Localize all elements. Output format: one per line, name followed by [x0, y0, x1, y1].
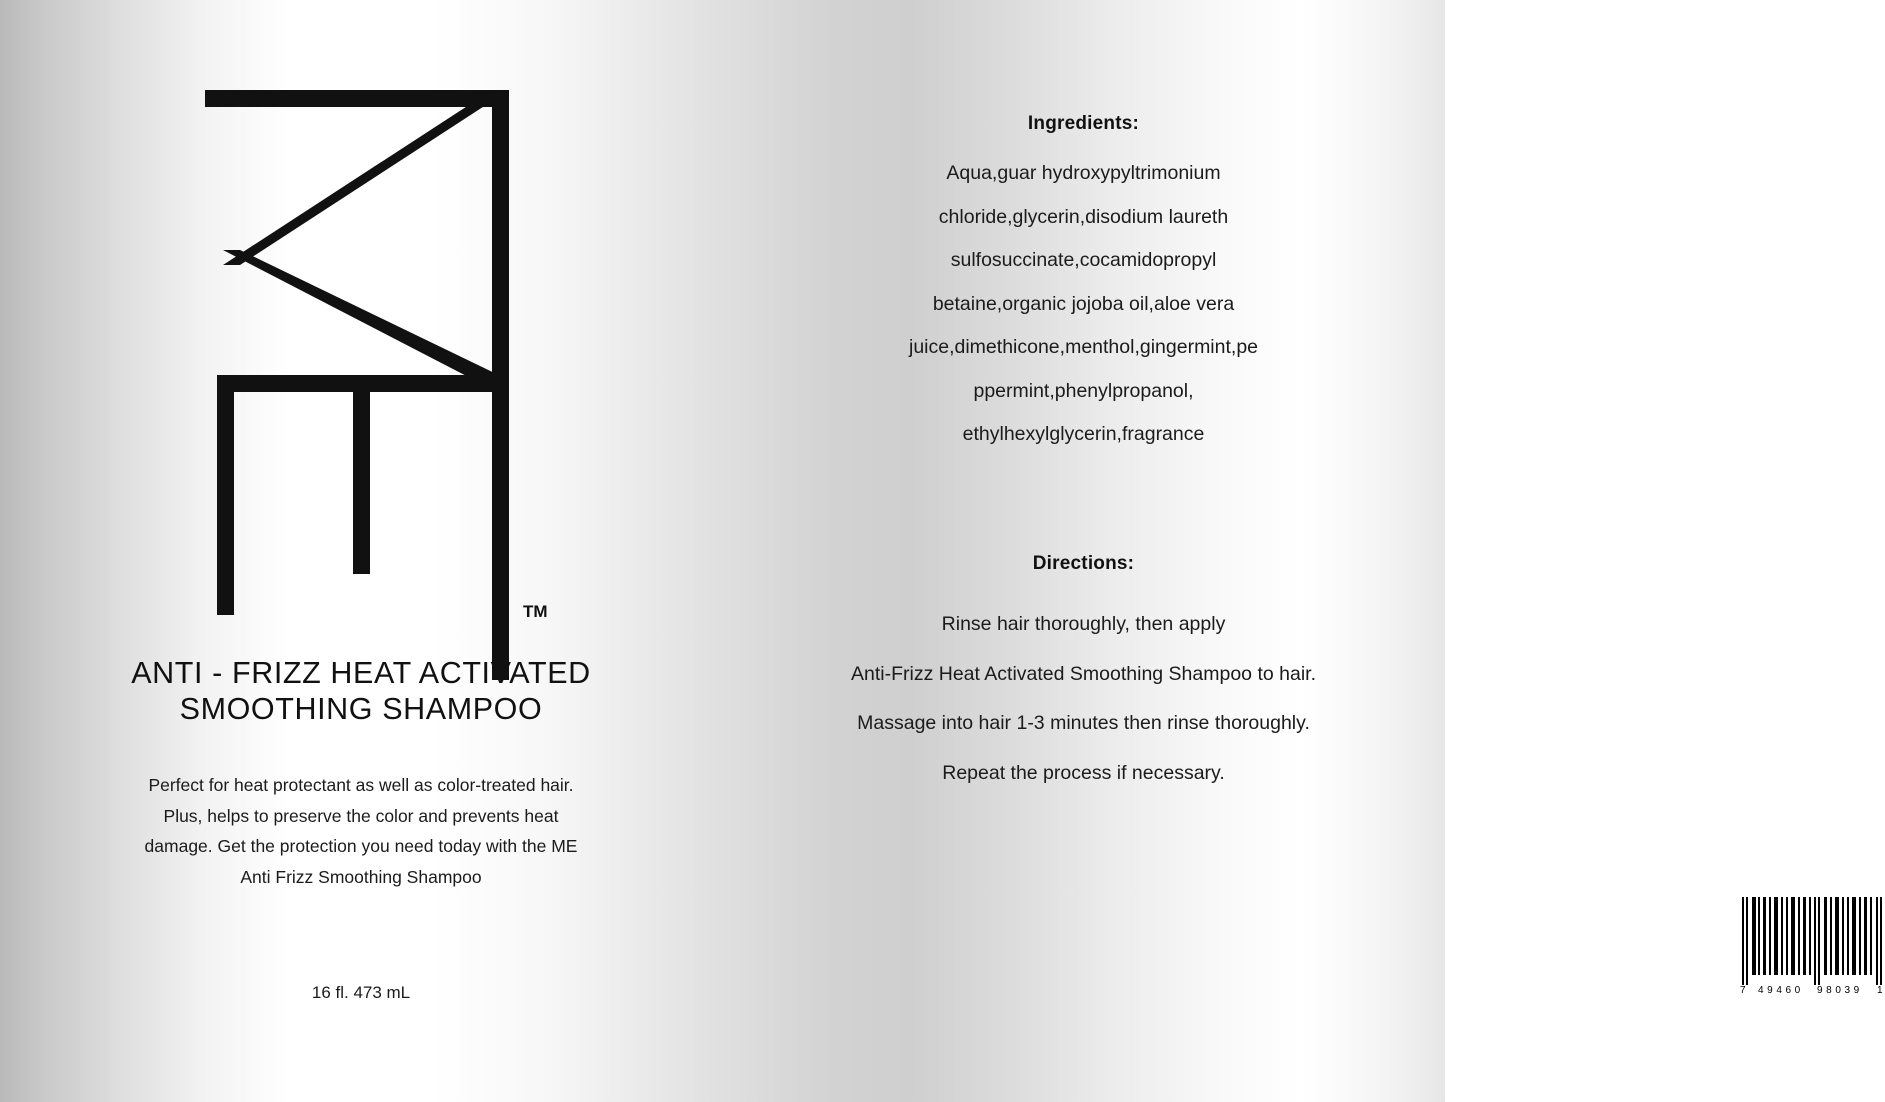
barcode: [1740, 897, 1885, 1007]
barcode-check-digit: 1: [1877, 985, 1883, 996]
back-panel: [722, 0, 1883, 1102]
directions-line: Repeat the process if necessary.: [942, 761, 1225, 784]
page-title: ANTI - FRIZZ HEAT ACTIVATED SMOOTHING SHAMPOO: [131, 656, 591, 726]
directions-heading: Directions:: [1032, 553, 1135, 574]
directions-line: Anti-Frizz Heat Activated Smoothing Shampoo to hair.: [851, 662, 1316, 685]
directions-line: Rinse hair thoroughly, then apply: [941, 613, 1226, 635]
ingredients-line: ppermint,phenylpropanol,: [973, 379, 1194, 402]
barcode-bars: [1740, 897, 1885, 985]
barcode-group-two: 98039: [1817, 985, 1863, 996]
front-panel: [0, 0, 722, 1102]
ingredients-list: [782, 152, 1385, 457]
barcode-group-one: 49460: [1758, 985, 1804, 996]
ingredients-line: sulfosuccinate,cocamidopropyl: [950, 249, 1217, 271]
ingredients-line: Aqua,guar hydroxypyltrimonium: [946, 162, 1221, 184]
ingredients-line: chloride,glycerin,disodium laureth: [938, 205, 1229, 228]
ingredients-heading: Ingredients:: [1027, 113, 1140, 134]
barcode-lead-digit: 7: [1740, 985, 1746, 996]
directions-list: [732, 600, 1435, 798]
net-volume: 16 fl. 473 mL: [311, 983, 411, 1002]
trademark-symbol: TM: [523, 602, 548, 621]
ingredients-line: juice,dimethicone,menthol,gingermint,pe: [908, 336, 1259, 358]
barcode-digits: [1740, 985, 1885, 1001]
product-description: Perfect for heat protectant as well as color-treated hair. Plus, helps to preserve the color and prevents heat damage. Get the protection you need today with the ME Anti Frizz Smoothing Shampoo: [144, 775, 578, 887]
me-monogram-logo: [205, 80, 555, 625]
ingredients-line: ethylhexylglycerin,fragrance: [962, 423, 1205, 445]
directions-line: Massage into hair 1-3 minutes then rinse thoroughly.: [857, 712, 1310, 734]
ingredients-line: betaine,organic jojoba oil,aloe vera: [932, 292, 1235, 315]
